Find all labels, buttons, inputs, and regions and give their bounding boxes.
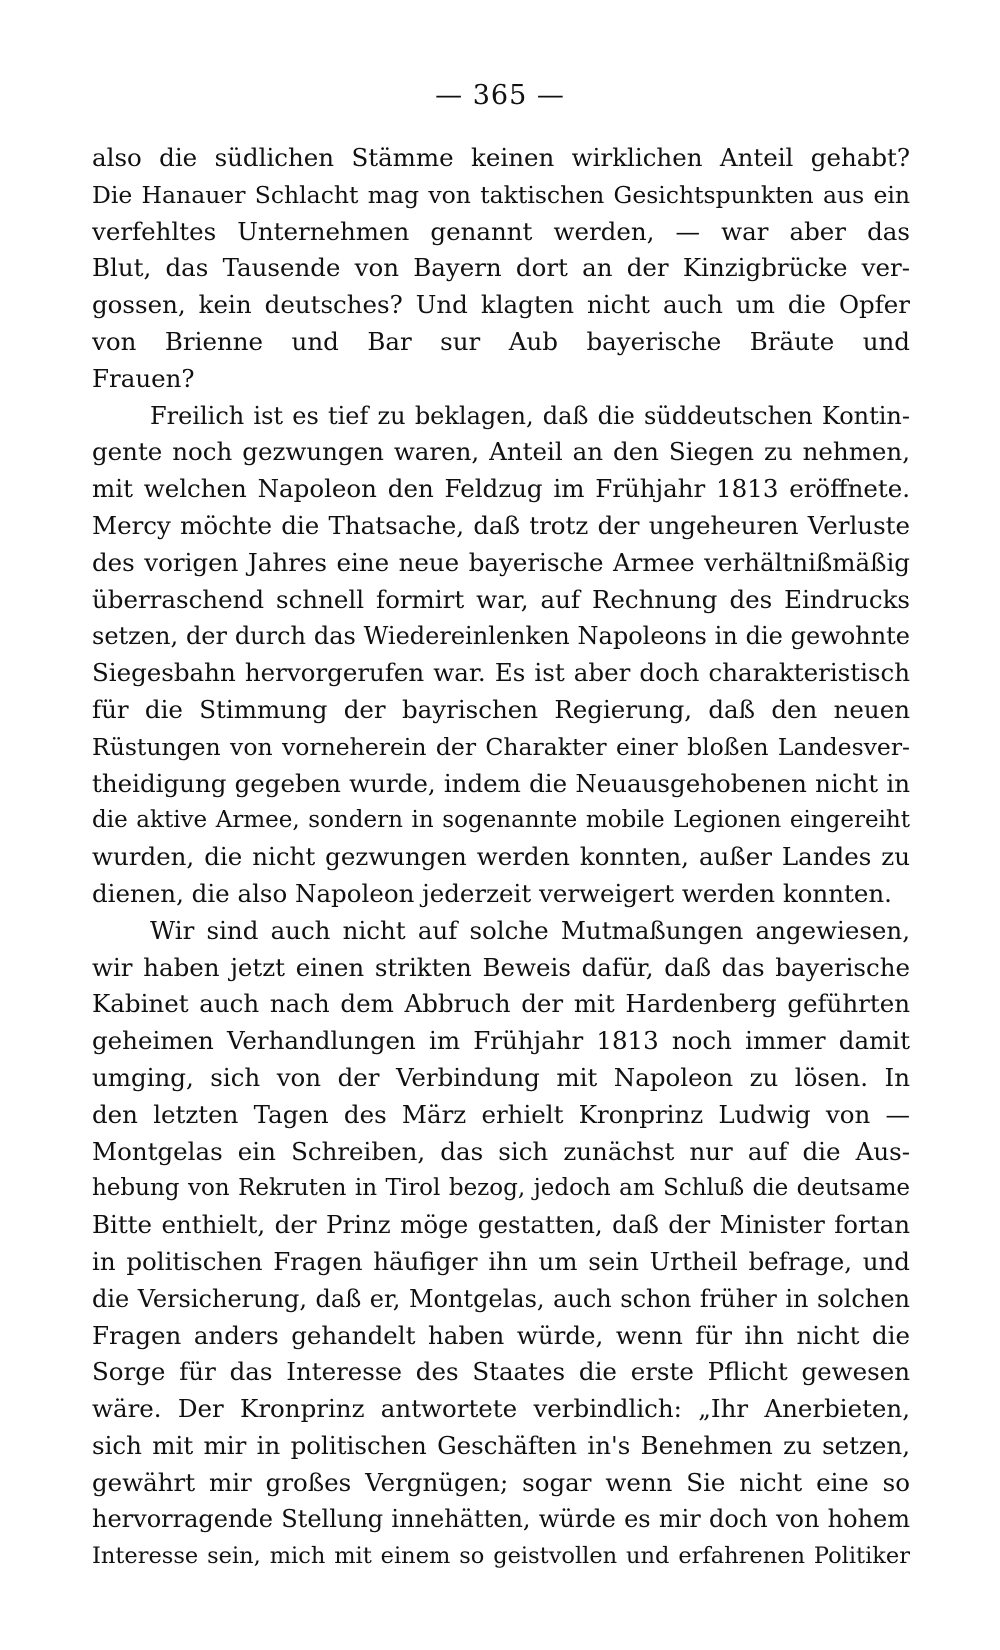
text-line: umging, sich von der Verbindung mit Napoleon zu lösen. In (92, 1062, 910, 1092)
text-line: sich mit mir in politischen Geschäften in's Benehmen zu setzen, (92, 1430, 910, 1460)
text-line: Mercy möchte die Thatsache, daß trotz der ungeheuren Verluste (92, 510, 910, 540)
text-line: Sorge für das Interesse des Staates die erste Pflicht gewesen (92, 1357, 910, 1387)
text-line: setzen, der durch das Wiedereinlenken Napoleons in die gewohnte (92, 622, 910, 651)
text-line: Bitte enthielt, der Prinz möge gestatten, daß der Minister fortan (92, 1210, 910, 1240)
text-line: des vorigen Jahres eine neue bayerische Armee verhältnißmäßig (92, 547, 910, 577)
text-line: Freilich ist es tief zu beklagen, daß die süddeutschen Kontin- (150, 401, 910, 430)
text-line: für die Stimmung der bayrischen Regierung, daß den neuen (92, 694, 910, 724)
text-line: hervorragende Stellung innehätten, würde es mir doch von hohem (92, 1505, 910, 1534)
paragraph-3 (92, 913, 910, 1575)
text-line: Kabinet auch nach dem Abbruch der mit Hardenberg geführten (92, 989, 910, 1019)
text-line: Blut, das Tausende von Bayern dort an der Kinzigbrücke ver- (92, 253, 910, 283)
text-line: die Versicherung, daß er, Montgelas, auch schon früher in solchen (92, 1284, 910, 1313)
text-line: hebung von Rekruten in Tirol bezog, jedoch am Schluß die deutsame (92, 1175, 910, 1202)
text-line: theidigung gegeben wurde, indem die Neuausgehobenen nicht in (92, 768, 910, 798)
body-text (92, 140, 910, 1575)
text-line: Siegesbahn hervorgerufen war. Es ist aber doch charakteristisch (92, 658, 910, 688)
text-line: also die südlichen Stämme keinen wirklichen Anteil gehabt? (92, 143, 910, 172)
text-line: gente noch gezwungen waren, Anteil an den Siegen zu nehmen, (92, 437, 910, 467)
text-line: in politischen Fragen häufiger ihn um sein Urtheil befrage, und (92, 1246, 910, 1276)
text-line: mit welchen Napoleon den Feldzug im Frühjahr 1813 eröffnete. (92, 474, 910, 504)
text-line: Montgelas ein Schreiben, das sich zunächst nur auf die Aus- (92, 1136, 910, 1166)
text-line: wäre. Der Kronprinz antwortete verbindlich: „Ihr Anerbieten, (92, 1394, 910, 1424)
text-line: wurden, die nicht gezwungen werden konnten, außer Landes zu (92, 842, 910, 872)
text-line: von Brienne und Bar sur Aub bayerische Bräute und (92, 326, 910, 356)
text-line: dienen, die also Napoleon jederzeit verweigert werden konnten. (92, 878, 892, 908)
text-line: die aktive Armee, sondern in sogenannte mobile Legionen eingereiht (92, 807, 910, 834)
text-line: Fragen anders gehandelt haben würde, wenn für ihn nicht die (92, 1320, 910, 1350)
text-line: wir haben jetzt einen strikten Beweis dafür, daß das bayerische (92, 952, 910, 982)
text-line: geheimen Verhandlungen im Frühjahr 1813 noch immer damit (92, 1026, 910, 1056)
text-line: Frauen? (92, 363, 195, 393)
text-line: Rüstungen von vorneherein der Charakter einer bloßen Landesver- (92, 732, 910, 761)
text-line: verfehltes Unternehmen genannt werden, — war aber das (92, 216, 910, 246)
text-line: überraschend schnell formirt war, auf Rechnung des Eindrucks (92, 584, 910, 614)
page-number: — 365 — (435, 80, 565, 111)
text-line: Interesse sein, mich mit einem so geistvollen und erfahrenen Politiker (92, 1543, 910, 1570)
text-line: gossen, kein deutsches? Und klagten nicht auch um die Opfer (92, 290, 910, 320)
paragraph-1 (92, 140, 910, 398)
text-line: Wir sind auch nicht auf solche Mutmaßungen angewiesen, (150, 915, 910, 945)
text-line: Die Hanauer Schlacht mag von taktischen Gesichtspunkten aus ein (92, 180, 910, 209)
text-line: gewährt mir großes Vergnügen; sogar wenn Sie nicht eine so (92, 1467, 910, 1497)
text-line: den letzten Tagen des März erhielt Kronprinz Ludwig von — (92, 1099, 910, 1129)
paragraph-2 (92, 398, 910, 913)
